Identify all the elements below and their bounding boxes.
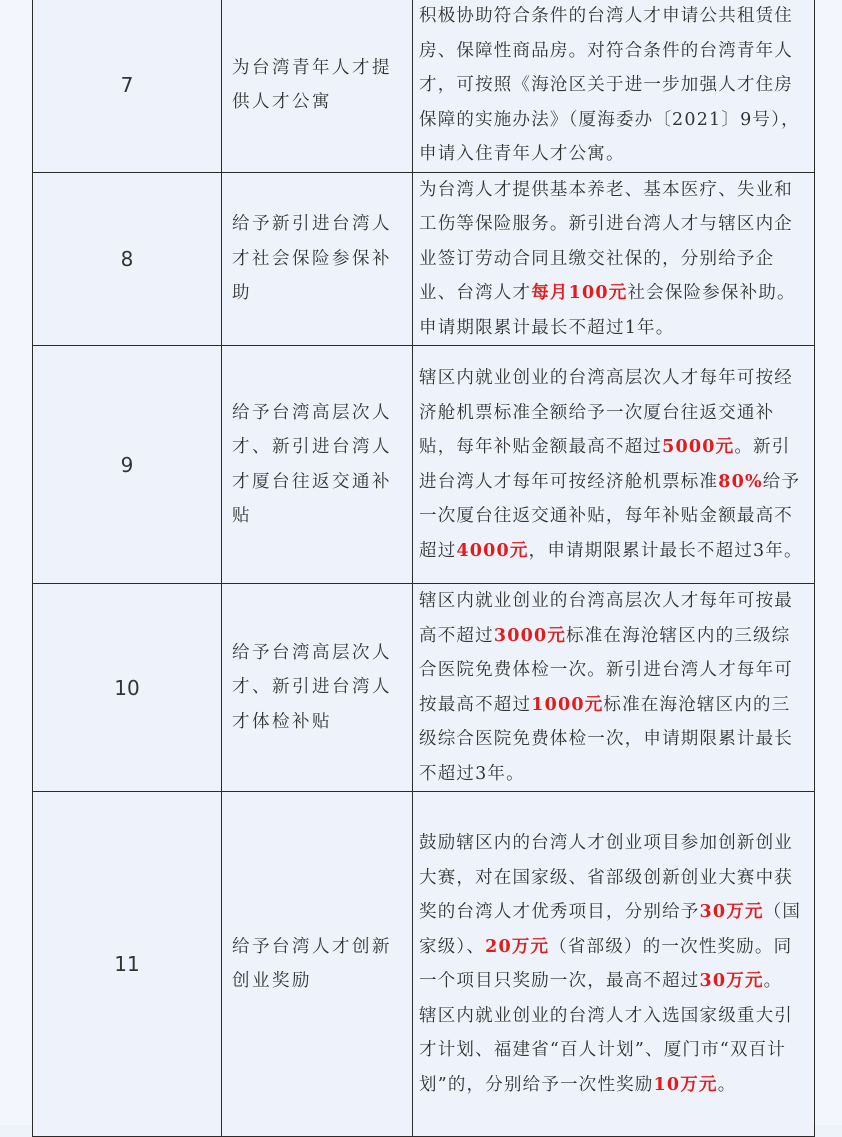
row-number: 9 [33, 346, 222, 584]
content-paragraph [419, 999, 808, 1103]
policy-content [413, 0, 815, 172]
policy-name: 给予台湾人才创新创业奖励 [222, 792, 413, 1137]
content-paragraph [419, 0, 808, 172]
content-paragraph [419, 584, 808, 791]
policy-content [413, 346, 815, 584]
left-margin [0, 0, 32, 1125]
highlighted-amount: 30万元 [699, 971, 764, 991]
content-text: 。 [763, 971, 783, 991]
highlighted-amount: 5000元 [662, 437, 735, 457]
row-number: 10 [33, 584, 222, 792]
content-text: 鼓励辖区内的台湾人才创业项目参加创新创业大赛，对在国家级、省部级创新创业大赛中获奖的台湾人才优秀项目，分别给予 [419, 833, 793, 922]
row-number: 8 [33, 172, 222, 346]
right-margin [813, 0, 842, 1125]
content-text: 社会保险参保补助。申请期限累计最长不超过1年。 [419, 283, 796, 338]
row-number: 11 [33, 792, 222, 1137]
content-text: ，申请期限累计最长不超过3年。 [528, 540, 803, 561]
row-number: 7 [33, 0, 222, 172]
content-text: （省部级）的一次性奖励。同一个项目只奖励一次，最高不超过 [419, 936, 793, 991]
content-text: 。新引进台湾人才每年可按经济舱机票标准 [419, 437, 791, 492]
policy-name: 为台湾青年人才提供人才公寓 [222, 0, 413, 172]
policy-name: 给予台湾高层次人才、新引进台湾人才体检补贴 [222, 584, 413, 792]
table-row [33, 792, 815, 1137]
content-paragraph [419, 361, 808, 568]
table-row [33, 346, 815, 584]
policy-content [413, 172, 815, 346]
table-row [33, 172, 815, 346]
highlighted-amount: 30万元 [699, 902, 764, 922]
content-text: 辖区内就业创业的台湾高层次人才每年可按最高不超过 [419, 591, 793, 646]
highlighted-amount: 3000元 [493, 625, 567, 646]
highlighted-amount: 80% [718, 471, 763, 492]
highlighted-amount: 10万元 [653, 1074, 718, 1095]
table-row [33, 584, 815, 792]
policy-content [413, 792, 815, 1137]
highlighted-amount: 4000元 [456, 540, 529, 561]
policy-table [32, 0, 815, 1137]
content-text: 标准在海沧辖区内的三级综合医院免费体检一次，申请期限累计最长不超过3年。 [419, 694, 793, 784]
content-paragraph [419, 173, 808, 346]
table-row [33, 0, 815, 172]
content-text: 。 [717, 1074, 737, 1095]
content-text: 辖区内就业创业的台湾高层次人才每年可按经济舱机票标准全额给予一次厦台往返交通补贴，每年补贴金额最高不超过 [419, 368, 793, 457]
content-text: 积极协助符合条件的台湾人才申请公共租赁住房、保障性商品房。对符合条件的台湾青年人才，可按照《海沧区关于进一步加强人才住房保障的实施办法》（厦海委办〔2021〕9号），申请入住青年人才公寓。 [419, 6, 800, 164]
policy-name: 给予台湾高层次人才、新引进台湾人才厦台往返交通补贴 [222, 346, 413, 584]
policy-content [413, 584, 815, 792]
content-text: 为台湾人才提供基本养老、基本医疗、失业和工伤等保险服务。新引进台湾人才与辖区内企业签订劳动合同且缴交社保的，分别给予企业、台湾人才 [419, 179, 793, 303]
content-text: 辖区内就业创业的台湾人才入选国家级重大引才计划、福建省“百人计划”、厦门市“双百计划”的，分别给予一次性奖励 [419, 1005, 793, 1095]
policy-name: 给予新引进台湾人才社会保险参保补助 [222, 172, 413, 346]
content-text: 给予一次厦台往返交通补贴，每年补贴金额最高不超过 [419, 471, 801, 561]
highlighted-amount: 20万元 [485, 936, 550, 957]
highlighted-amount: 1000元 [531, 694, 604, 715]
content-paragraph [419, 826, 808, 999]
content-text: （国家级）、 [419, 902, 802, 957]
highlighted-amount: 每月100元 [531, 283, 628, 303]
content-text: 标准在海沧辖区内的三级综合医院免费体检一次。新引进台湾人才每年可按最高不超过 [419, 625, 793, 715]
